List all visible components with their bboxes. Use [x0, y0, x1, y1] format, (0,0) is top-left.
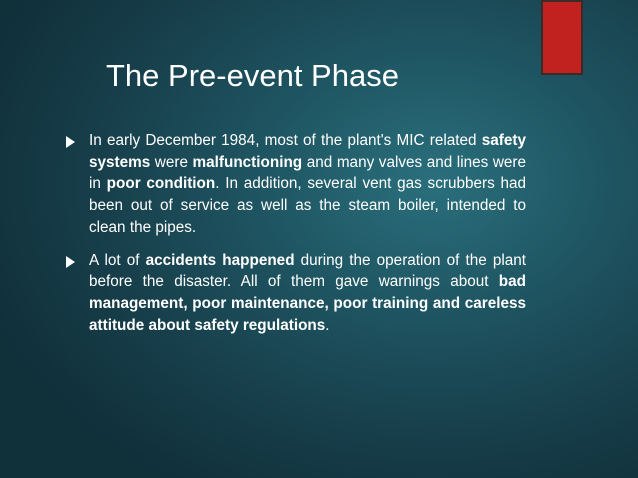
slide-title: The Pre-event Phase [106, 58, 399, 93]
text-segment: . [325, 316, 330, 334]
bold-segment: accidents happened [145, 251, 295, 269]
bold-segment: poor condition [106, 175, 216, 193]
red-accent-bar [541, 0, 583, 75]
text-segment: were [150, 153, 193, 171]
bold-segment: bad management, poor maintenance, poor training and careless attitude about safety regulations [89, 273, 526, 334]
bold-segment: malfunctioning [192, 153, 303, 171]
bullet-item [66, 250, 526, 337]
bullet-list [66, 130, 526, 347]
bullet-text [89, 130, 526, 239]
arrow-bullet-icon [66, 136, 75, 148]
text-segment: A lot of [89, 251, 146, 269]
bold-segment: safety systems [89, 132, 526, 171]
text-segment: . In addition, several vent gas scrubbers had been out of service as well as the steam boiler, intended to clean the pipes. [89, 175, 526, 236]
text-segment: and many valves and lines were in [89, 153, 526, 193]
bullet-text [89, 250, 526, 337]
bullet-item [66, 130, 526, 239]
text-segment: during the operation of the plant before the disaster. All of them gave warnings about [89, 251, 526, 291]
arrow-bullet-icon [66, 256, 75, 268]
text-segment: In early December 1984, most of the plant's MIC related [89, 132, 482, 149]
